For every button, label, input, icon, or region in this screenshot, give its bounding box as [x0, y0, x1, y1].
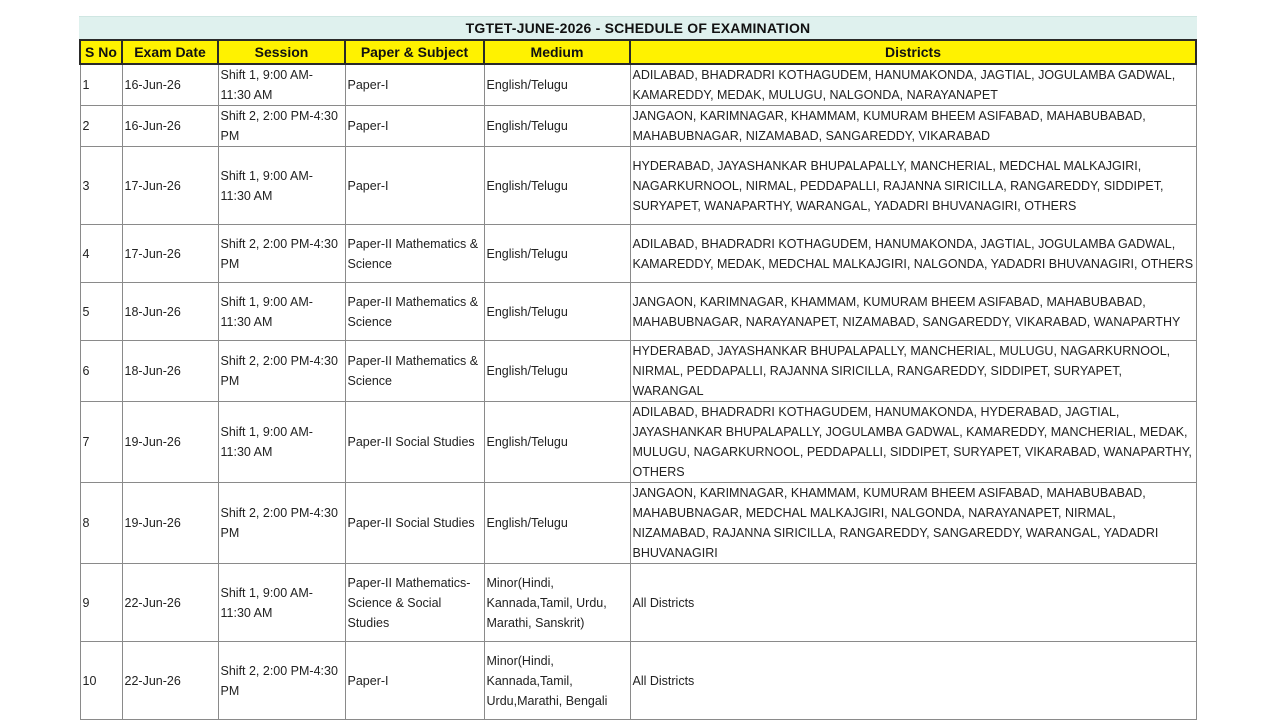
cell-paper-subject: Paper-II Social Studies [345, 402, 484, 483]
cell-exam-date: 18-Jun-26 [122, 283, 218, 341]
cell-exam-date: 17-Jun-26 [122, 147, 218, 225]
schedule-table [79, 39, 1197, 720]
cell-medium: English/Telugu [484, 147, 630, 225]
cell-sno: 2 [80, 106, 122, 147]
cell-session: Shift 2, 2:00 PM-4:30 PM [218, 642, 345, 720]
cell-districts: HYDERABAD, JAYASHANKAR BHUPALAPALLY, MANCHERIAL, MEDCHAL MALKAJGIRI, NAGARKURNOOL, NIRMAL, PEDDAPALLI, RAJANNA SIRICILLA, RANGAREDDY, SIDDIPET, SURYAPET, WANAPARTHY, WARANGAL, YADADRI BHUVANAGIRI, OTHERS [630, 147, 1196, 225]
cell-districts: JANGAON, KARIMNAGAR, KHAMMAM, KUMURAM BHEEM ASIFABAD, MAHABUBABAD, MAHABUBNAGAR, NIZAMABAD, SANGAREDDY, VIKARABAD [630, 106, 1196, 147]
schedule-sheet [79, 16, 1197, 720]
cell-sno: 6 [80, 341, 122, 402]
cell-districts: JANGAON, KARIMNAGAR, KHAMMAM, KUMURAM BHEEM ASIFABAD, MAHABUBABAD, MAHABUBNAGAR, MEDCHAL MALKAJGIRI, NALGONDA, NARAYANAPET, NIRMAL, NIZAMABAD, RAJANNA SIRICILLA, RANGAREDDY, SANGAREDDY, WARANGAL, YADADRI BHUVANAGIRI [630, 483, 1196, 564]
cell-exam-date: 17-Jun-26 [122, 225, 218, 283]
cell-paper-subject: Paper-I [345, 642, 484, 720]
cell-paper-subject: Paper-I [345, 106, 484, 147]
cell-paper-subject: Paper-II Mathematics & Science [345, 225, 484, 283]
cell-sno: 8 [80, 483, 122, 564]
table-row [80, 225, 1196, 283]
header-session: Session [218, 40, 345, 64]
header-exam-date: Exam Date [122, 40, 218, 64]
cell-paper-subject: Paper-I [345, 147, 484, 225]
cell-paper-subject: Paper-I [345, 64, 484, 106]
header-districts: Districts [630, 40, 1196, 64]
cell-sno: 10 [80, 642, 122, 720]
table-row [80, 341, 1196, 402]
cell-medium: English/Telugu [484, 64, 630, 106]
cell-sno: 3 [80, 147, 122, 225]
cell-session: Shift 2, 2:00 PM-4:30 PM [218, 106, 345, 147]
cell-exam-date: 19-Jun-26 [122, 483, 218, 564]
table-row [80, 483, 1196, 564]
cell-session: Shift 1, 9:00 AM-11:30 AM [218, 64, 345, 106]
table-row [80, 147, 1196, 225]
cell-districts: HYDERABAD, JAYASHANKAR BHUPALAPALLY, MANCHERIAL, MULUGU, NAGARKURNOOL, NIRMAL, PEDDAPALLI, RAJANNA SIRICILLA, RANGAREDDY, SIDDIPET, SURYAPET, WARANGAL [630, 341, 1196, 402]
cell-paper-subject: Paper-II Social Studies [345, 483, 484, 564]
cell-exam-date: 18-Jun-26 [122, 341, 218, 402]
cell-session: Shift 1, 9:00 AM-11:30 AM [218, 564, 345, 642]
cell-sno: 5 [80, 283, 122, 341]
cell-session: Shift 1, 9:00 AM-11:30 AM [218, 283, 345, 341]
cell-session: Shift 1, 9:00 AM-11:30 AM [218, 147, 345, 225]
table-row [80, 283, 1196, 341]
cell-session: Shift 2, 2:00 PM-4:30 PM [218, 341, 345, 402]
cell-exam-date: 22-Jun-26 [122, 564, 218, 642]
cell-exam-date: 16-Jun-26 [122, 106, 218, 147]
cell-medium: English/Telugu [484, 225, 630, 283]
cell-districts: All Districts [630, 564, 1196, 642]
header-sno: S No [80, 40, 122, 64]
header-medium: Medium [484, 40, 630, 64]
header-paper-subject: Paper & Subject [345, 40, 484, 64]
cell-paper-subject: Paper-II Mathematics-Science & Social Studies [345, 564, 484, 642]
cell-medium: English/Telugu [484, 283, 630, 341]
cell-exam-date: 19-Jun-26 [122, 402, 218, 483]
cell-session: Shift 1, 9:00 AM-11:30 AM [218, 402, 345, 483]
cell-medium: English/Telugu [484, 341, 630, 402]
table-row [80, 642, 1196, 720]
cell-session: Shift 2, 2:00 PM-4:30 PM [218, 225, 345, 283]
cell-medium: Minor(Hindi, Kannada,Tamil, Urdu, Marathi, Sanskrit) [484, 564, 630, 642]
cell-sno: 7 [80, 402, 122, 483]
table-row [80, 64, 1196, 106]
page-title: TGTET-JUNE-2026 - SCHEDULE OF EXAMINATION [79, 16, 1197, 39]
table-header-row [80, 40, 1196, 64]
cell-paper-subject: Paper-II Mathematics & Science [345, 283, 484, 341]
cell-medium: Minor(Hindi, Kannada,Tamil, Urdu,Marathi, Bengali [484, 642, 630, 720]
table-row [80, 402, 1196, 483]
table-row [80, 106, 1196, 147]
cell-exam-date: 22-Jun-26 [122, 642, 218, 720]
cell-sno: 4 [80, 225, 122, 283]
cell-paper-subject: Paper-II Mathematics & Science [345, 341, 484, 402]
cell-medium: English/Telugu [484, 106, 630, 147]
cell-exam-date: 16-Jun-26 [122, 64, 218, 106]
cell-districts: ADILABAD, BHADRADRI KOTHAGUDEM, HANUMAKONDA, HYDERABAD, JAGTIAL, JAYASHANKAR BHUPALAPALLY, JOGULAMBA GADWAL, KAMAREDDY, MANCHERIAL, MEDAK, MULUGU, NAGARKURNOOL, PEDDAPALLI, SIDDIPET, SURYAPET, VIKARABAD, WANAPARTHY, OTHERS [630, 402, 1196, 483]
cell-medium: English/Telugu [484, 402, 630, 483]
cell-districts: All Districts [630, 642, 1196, 720]
cell-districts: JANGAON, KARIMNAGAR, KHAMMAM, KUMURAM BHEEM ASIFABAD, MAHABUBABAD, MAHABUBNAGAR, NARAYANAPET, NIZAMABAD, SANGAREDDY, VIKARABAD, WANAPARTHY [630, 283, 1196, 341]
cell-sno: 1 [80, 64, 122, 106]
cell-medium: English/Telugu [484, 483, 630, 564]
cell-districts: ADILABAD, BHADRADRI KOTHAGUDEM, HANUMAKONDA, JAGTIAL, JOGULAMBA GADWAL, KAMAREDDY, MEDAK, MEDCHAL MALKAJGIRI, NALGONDA, YADADRI BHUVANAGIRI, OTHERS [630, 225, 1196, 283]
cell-districts: ADILABAD, BHADRADRI KOTHAGUDEM, HANUMAKONDA, JAGTIAL, JOGULAMBA GADWAL, KAMAREDDY, MEDAK, MULUGU, NALGONDA, NARAYANAPET [630, 64, 1196, 106]
table-row [80, 564, 1196, 642]
cell-sno: 9 [80, 564, 122, 642]
cell-session: Shift 2, 2:00 PM-4:30 PM [218, 483, 345, 564]
